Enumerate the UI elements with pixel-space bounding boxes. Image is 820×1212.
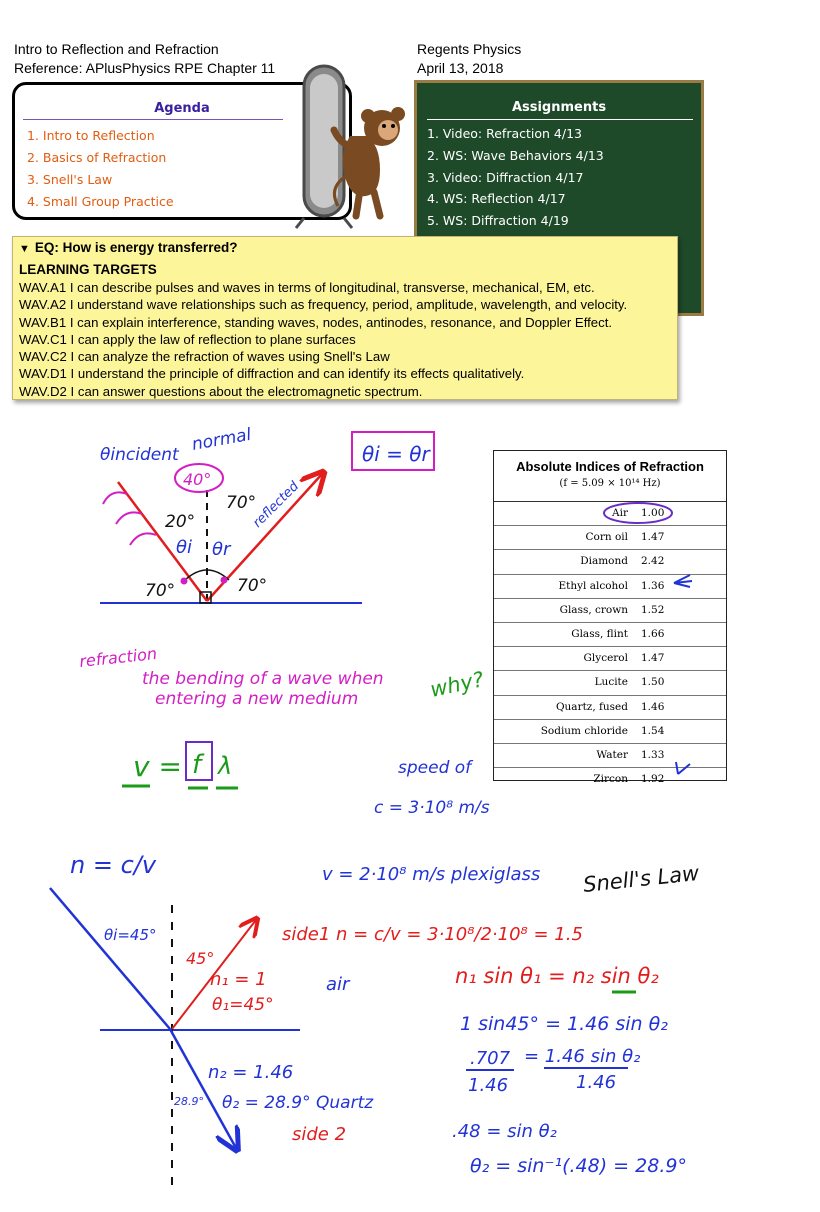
- assignment-item: 5. WS: Diffraction 4/19: [427, 213, 569, 229]
- definition-line-2: entering a new medium: [155, 689, 359, 709]
- material-name: Sodium chloride: [540, 724, 628, 737]
- wavefront: [103, 492, 127, 504]
- index-value: 1.46: [641, 700, 665, 713]
- index-value: 1.47: [641, 531, 665, 544]
- snells-law-equation: n₁ sin θ₁ = n₂ sin θ₂: [455, 964, 659, 988]
- normal-label: normal: [190, 424, 253, 455]
- agenda-item: 1. Intro to Reflection: [27, 128, 155, 143]
- reflection-law: θi = θr: [362, 442, 430, 466]
- angle-dot: [221, 577, 228, 584]
- lesson-date: April 13, 2018: [417, 60, 504, 76]
- n1-label: n₁ = 1: [210, 969, 267, 990]
- air-circle: [604, 503, 672, 523]
- assignment-item: 4. WS: Reflection 4/17: [427, 191, 566, 207]
- agenda-title: Agenda: [154, 101, 210, 116]
- angle-70-lower-left: 70°: [145, 581, 176, 601]
- angle-20-label: 20°: [165, 512, 196, 532]
- index-value: 2.42: [641, 555, 665, 568]
- learning-target: WAV.B1 I can explain interference, standing waves, nodes, antinodes, resonance, and Doppler Effect.: [19, 314, 613, 330]
- definition-line-1: the bending of a wave when: [142, 669, 384, 689]
- table-title: Absolute Indices of Refraction: [516, 459, 704, 474]
- learning-target: WAV.D1 I understand the principle of diffraction and can identify its effects qualitatively.: [19, 366, 525, 382]
- calculation-step-4: θ₂ = sin⁻¹(.48) = 28.9°: [470, 1155, 687, 1177]
- lesson-title: Intro to Reflection and Refraction: [14, 41, 219, 57]
- incident-label: θincident: [100, 445, 179, 465]
- learning-target: WAV.D2 I can answer questions about the electromagnetic spectrum.: [19, 383, 423, 399]
- wave-equation: [122, 742, 490, 818]
- agenda-item: 2. Basics of Refraction: [27, 150, 167, 165]
- material-name: Diamond: [580, 555, 628, 568]
- angle-40-label: 40°: [183, 470, 212, 489]
- index-value: 1.50: [641, 676, 665, 689]
- material-name: Corn oil: [585, 531, 628, 544]
- course-name: Regents Physics: [417, 41, 522, 57]
- table-annotations: [604, 503, 692, 774]
- collapse-triangle-icon[interactable]: ▼: [19, 243, 30, 255]
- material-name: Glass, crown: [559, 603, 628, 616]
- agenda-item: 3. Snell's Law: [27, 172, 113, 187]
- theta-i-label: θi: [176, 537, 193, 558]
- theta1-label: θ₁=45°: [212, 995, 274, 1015]
- learning-target: WAV.C1 I can apply the law of reflection to plane surfaces: [19, 331, 356, 347]
- v-equals: v =: [133, 750, 182, 783]
- angle-45-label: 45°: [186, 949, 215, 968]
- material-name: Lucite: [594, 676, 628, 689]
- index-value: 1.92: [641, 773, 665, 786]
- calculation-step-1: 1 sin45° = 1.46 sin θ₂: [460, 1013, 668, 1035]
- material-name: Ethyl alcohol: [558, 579, 628, 592]
- plexiglass-speed: v = 2·10⁸ m/s plexiglass: [322, 864, 541, 885]
- speed-of-note: speed of: [398, 758, 472, 778]
- refraction-definition: [78, 644, 485, 709]
- lesson-reference: Reference: APlusPhysics RPE Chapter 11: [14, 60, 276, 76]
- assignment-item: 1. Video: Refraction 4/13: [427, 126, 582, 141]
- speed-of-light: c = 3·10⁸ m/s: [374, 798, 490, 818]
- step2-numerator: .707: [470, 1048, 511, 1069]
- theta-r-label: θr: [212, 539, 231, 560]
- index-value: 1.00: [641, 507, 665, 519]
- index-value: 1.66: [641, 627, 665, 640]
- calculation-step-3: .48 = sin θ₂: [452, 1121, 557, 1142]
- assignment-item: 3. Video: Diffraction 4/17: [427, 169, 584, 185]
- angle-dot: [181, 578, 188, 585]
- refraction-term: refraction: [78, 643, 158, 671]
- material-name: Air: [612, 507, 628, 519]
- step2-rhs-numerator: = 1.46 sin θ₂: [524, 1046, 641, 1067]
- material-name: Zircon: [593, 773, 628, 786]
- angle-70-lower-right: 70°: [237, 576, 268, 596]
- air-label: air: [326, 974, 350, 995]
- snells-law-title: Snell's Law: [582, 860, 701, 897]
- learning-target: WAV.A2 I understand wave relationships such as frequency, period, amplitude, wavelength, and velocity.: [19, 297, 628, 313]
- material-name: Glass, flint: [571, 627, 628, 640]
- refracted-ray: [170, 1029, 236, 1148]
- check-arrow-icon: [676, 762, 690, 774]
- wavelength-symbol: λ: [218, 752, 233, 780]
- wavefront: [116, 512, 142, 524]
- learning-targets-title: LEARNING TARGETS: [19, 262, 157, 277]
- step2-rhs-denominator: 1.46: [576, 1072, 617, 1093]
- wavefront: [130, 533, 156, 545]
- index-value: 1.36: [641, 579, 665, 592]
- refracted-angle-label: 28.9°: [174, 1095, 204, 1108]
- agenda-item: 4. Small Group Practice: [27, 194, 174, 209]
- index-formula: n = c/v: [70, 851, 157, 879]
- reflected-label: reflected: [250, 479, 303, 531]
- reflection-diagram: [100, 425, 434, 604]
- incident-angle-label: θi=45°: [104, 926, 157, 944]
- material-name: Quartz, fused: [555, 700, 628, 713]
- step2-denominator: 1.46: [468, 1075, 509, 1096]
- assignments-title: Assignments: [511, 100, 607, 115]
- side2-label: side 2: [292, 1124, 347, 1145]
- learning-target: WAV.A1 I can describe pulses and waves in terms of longitudinal, transverse, mechanical, EM, etc.: [19, 280, 595, 295]
- incident-ray: [50, 888, 170, 1029]
- table-subtitle: (f = 5.09 × 10¹⁴ Hz): [559, 478, 661, 489]
- theta2-label: θ₂ = 28.9° Quartz: [222, 1093, 374, 1113]
- essential-question: EQ: How is energy transferred?: [34, 240, 238, 255]
- refraction-diagram: [50, 851, 374, 1185]
- why-note: why?: [428, 667, 486, 702]
- angle-70-label: 70°: [226, 493, 257, 513]
- index-value: 1.47: [641, 652, 665, 665]
- material-name: Glycerol: [583, 652, 628, 665]
- side1-calculation: side1 n = c/v = 3·10⁸/2·10⁸ = 1.5: [282, 924, 583, 945]
- frequency-symbol: f: [192, 750, 202, 780]
- index-value: 1.54: [641, 724, 665, 737]
- n2-label: n₂ = 1.46: [208, 1062, 294, 1083]
- check-arrow-icon: [674, 575, 692, 587]
- index-value: 1.52: [641, 603, 665, 616]
- learning-target: WAV.C2 I can analyze the refraction of waves using Snell's Law: [19, 349, 390, 365]
- index-value: 1.33: [641, 748, 665, 761]
- material-name: Water: [596, 748, 628, 761]
- assignment-item: 2. WS: Wave Behaviors 4/13: [427, 147, 604, 163]
